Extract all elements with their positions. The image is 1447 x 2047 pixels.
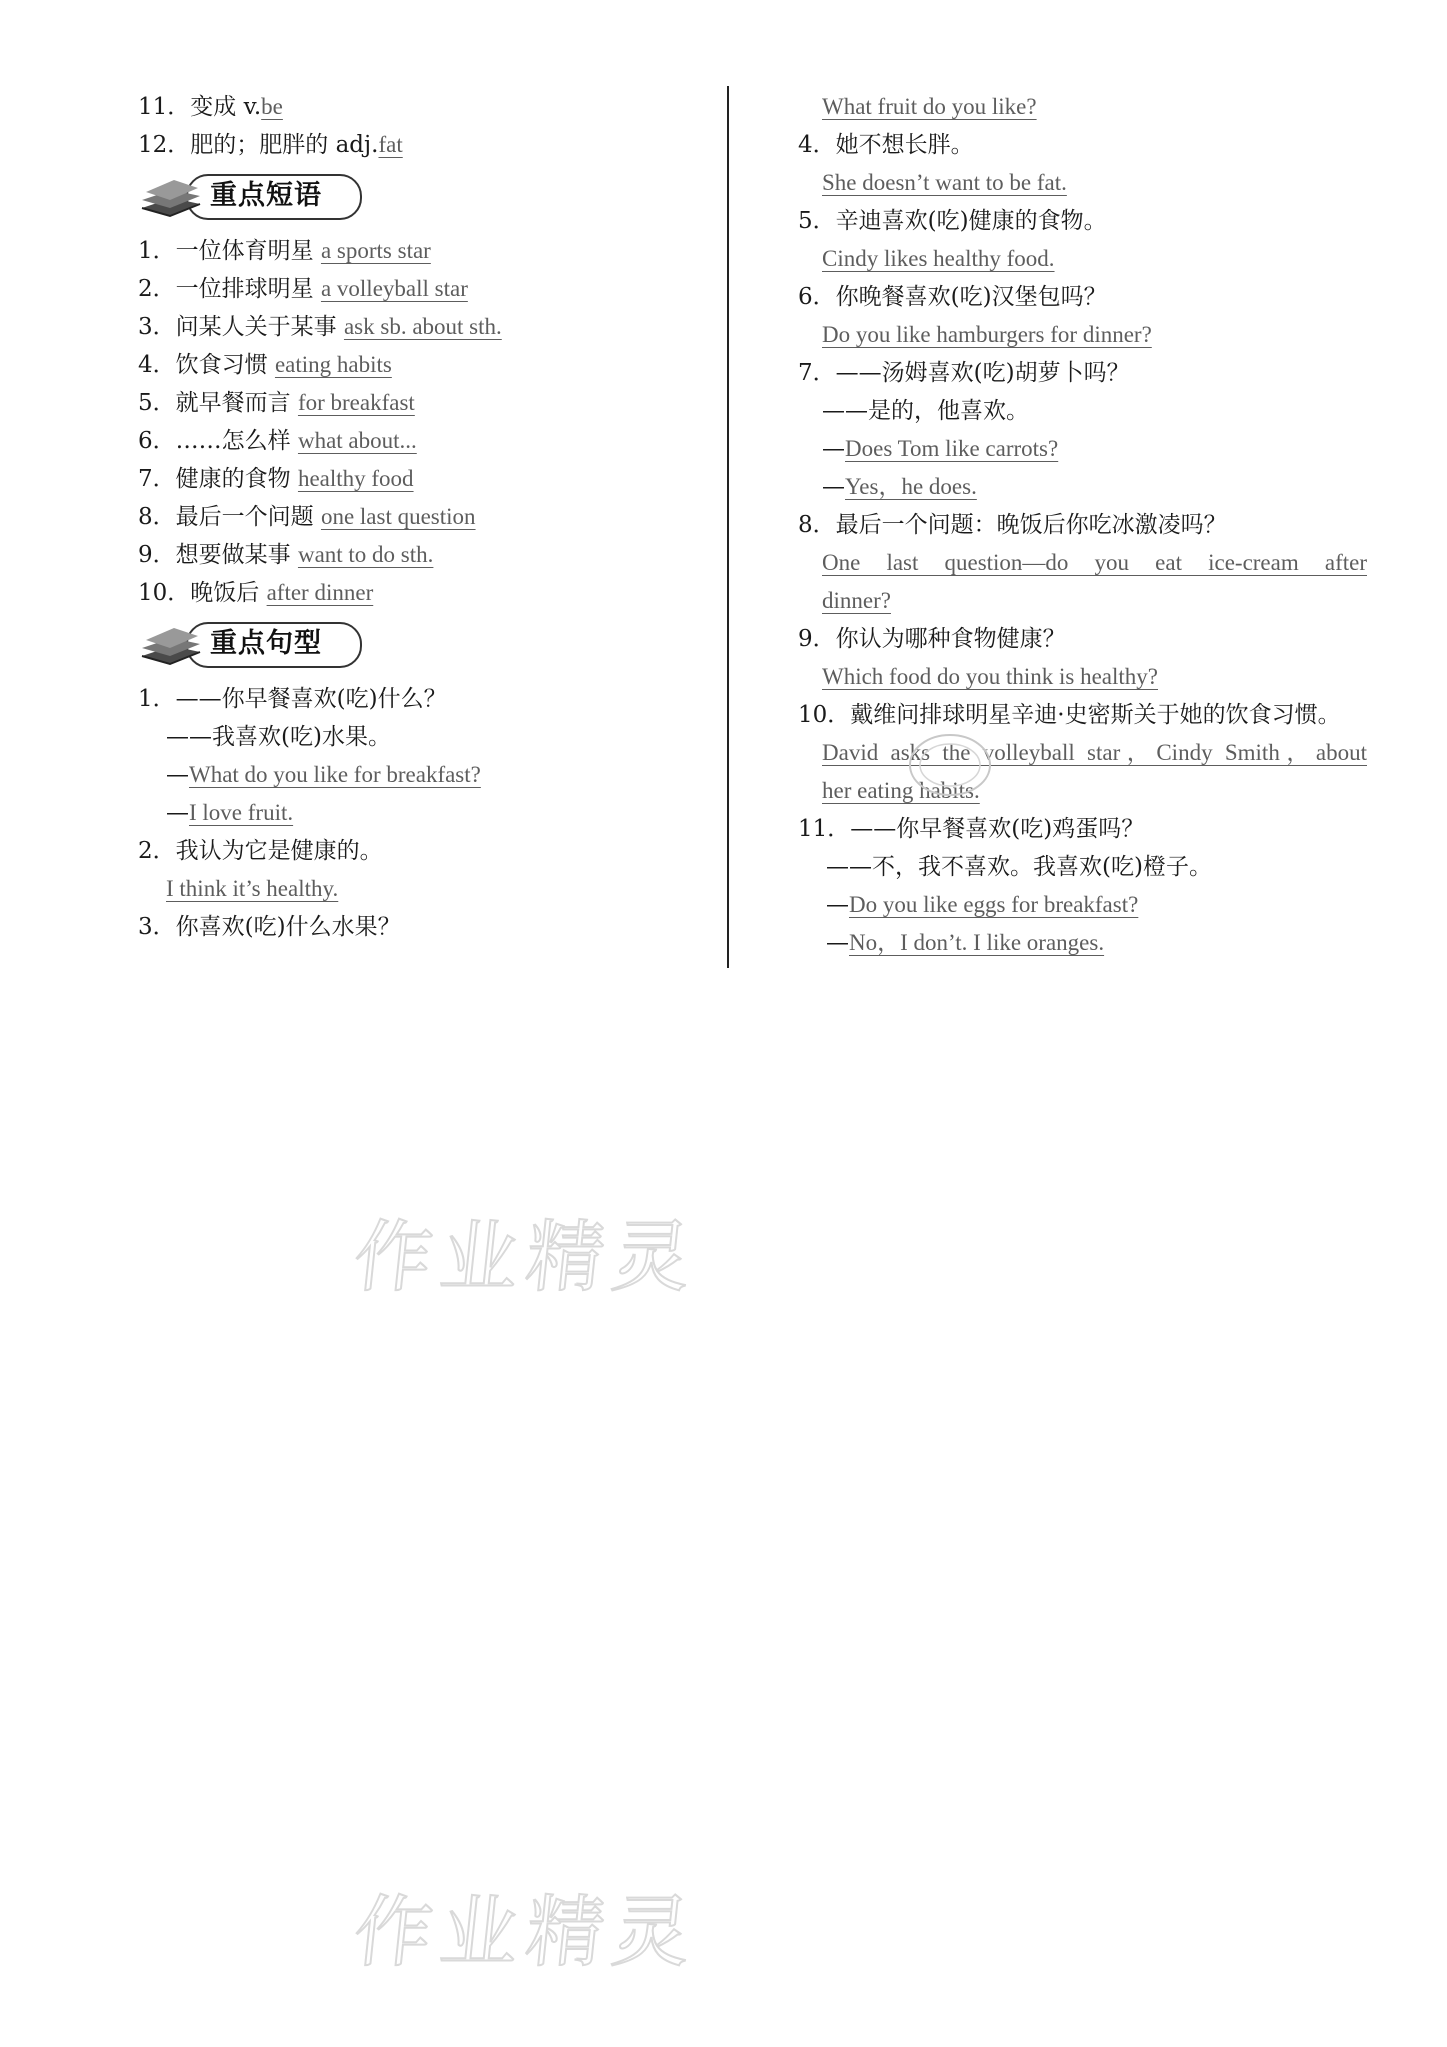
sentence-item-11-answer-a: —Do you like eggs for breakfast? (826, 892, 1139, 918)
stamp-seal (905, 730, 995, 800)
sentence-item-7-question: 7．——汤姆喜欢(吃)胡萝卜吗？ (798, 360, 1130, 386)
phrase-item: 2．一位排球明星 a volleyball star (138, 276, 468, 302)
answer: be (261, 94, 283, 119)
answer: for breakfast (297, 390, 415, 415)
sentence-item-2-question: 2．我认为它是健康的。 (138, 838, 383, 864)
sentence-item-11-answer-b: —No，I don’t. I like oranges. (826, 930, 1105, 956)
answer: I love fruit. (189, 800, 294, 825)
phrase-item: 10．晚饭后 after dinner (138, 580, 374, 606)
sentence-item-6-question: 6．你晚餐喜欢(吃)汉堡包吗？ (798, 284, 1107, 310)
sentence-item-10-answer-b (798, 772, 1378, 810)
watermark: 作业精灵 (349, 1888, 704, 1978)
sentence-item-8-answer-a (798, 544, 1378, 582)
sentence-item-5-answer (798, 240, 1378, 278)
sentence-item-11-question: 11．——你早餐喜欢(吃)鸡蛋吗？ (798, 816, 1145, 842)
books-icon (138, 168, 208, 226)
answer: one last question (320, 504, 476, 529)
sentence-item-7-answer-b: —Yes，he does. (822, 474, 977, 500)
answer: dinner? (822, 588, 891, 613)
sentence-item-2-answer (138, 870, 708, 908)
answer: Yes，he does. (845, 474, 977, 499)
phrase-item: 7．健康的食物 healthy food (138, 466, 414, 492)
answer: ask sb. about sth. (343, 314, 502, 339)
answer: a volleyball star (320, 276, 468, 301)
phrase-item: 1．一位体育明星 a sports star (138, 238, 431, 264)
answer: want to do sth. (297, 542, 434, 567)
answer: I think it’s healthy. (166, 876, 339, 901)
phrase-item: 8．最后一个问题 one last question (138, 504, 476, 530)
phrase-item: 9．想要做某事 want to do sth. (138, 542, 434, 568)
answer: David asks the volleyball star，Cindy Smith，about (822, 740, 1367, 765)
answer: what about... (297, 428, 417, 453)
sentence-item-1-question: 1．——你早餐喜欢(吃)什么？ (138, 686, 447, 712)
vocab-item-12: 12．肥的；肥胖的 adj.fat (138, 132, 403, 158)
sentence-item-10-answer-a (798, 734, 1378, 772)
answer: fat (378, 132, 403, 157)
right-column (798, 88, 1378, 962)
phrase-item: 3．问某人关于某事 ask sb. about sth. (138, 314, 502, 340)
answer: Do you like hamburgers for dinner? (822, 322, 1152, 347)
sentence-item-7-answer-a: —Does Tom like carrots? (822, 436, 1059, 462)
sentences-heading (138, 616, 708, 674)
answer: One last question—do you eat ice-cream after (822, 550, 1367, 575)
sentence-item-10-question: 10．戴维问排球明星辛迪·史密斯关于她的饮食习惯。 (798, 702, 1341, 728)
watermark: 作业精灵 (349, 1213, 704, 1303)
sentence-item-1-reply: ——我喜欢(吃)水果。 (166, 724, 391, 750)
section-title: 重点短语 (210, 180, 322, 211)
sentence-item-4-question: 4．她不想长胖。 (798, 132, 974, 158)
sentence-item-6-answer (798, 316, 1378, 354)
left-column (138, 88, 708, 946)
answer: Does Tom like carrots? (845, 436, 1059, 461)
answer: healthy food (297, 466, 414, 491)
sentence-item-7-reply: ——是的，他喜欢。 (822, 398, 1029, 424)
phrase-item: 4．饮食习惯 eating habits (138, 352, 392, 378)
sentence-item-1-answer-b: —I love fruit. (166, 800, 294, 826)
sentence-item-11-reply: ——不，我不喜欢。我喜欢(吃)橙子。 (826, 854, 1212, 880)
sentence-item-8-answer-b (798, 582, 1378, 620)
sentence-item-4-answer (798, 164, 1378, 202)
books-icon (138, 616, 208, 674)
phrase-item: 6．……怎么样 what about... (138, 428, 417, 454)
answer: Do you like eggs for breakfast? (849, 892, 1139, 917)
answer: No，I don’t. I like oranges. (849, 930, 1105, 955)
answer: What do you like for breakfast? (189, 762, 481, 787)
answer: She doesn’t want to be fat. (822, 170, 1067, 195)
answer: eating habits (274, 352, 392, 377)
vocab-item-11: 11．变成 v.be (138, 94, 283, 120)
phrase-item: 5．就早餐而言 for breakfast (138, 390, 415, 416)
sentence-item-9-question: 9．你认为哪种食物健康？ (798, 626, 1066, 652)
answer: her eating habits. (822, 778, 980, 803)
answer: Which food do you think is healthy? (822, 664, 1158, 689)
column-divider (727, 86, 729, 968)
answer: Cindy likes healthy food. (822, 246, 1055, 271)
section-title: 重点句型 (210, 628, 322, 659)
sentence-item-5-question: 5．辛迪喜欢(吃)健康的食物。 (798, 208, 1107, 234)
answer: What fruit do you like? (822, 94, 1037, 119)
phrases-heading (138, 168, 708, 226)
sentence-item-3-answer (798, 88, 1378, 126)
sentence-item-3-question: 3．你喜欢(吃)什么水果？ (138, 914, 401, 940)
sentence-item-8-question: 8．最后一个问题：晚饭后你吃冰激凌吗？ (798, 512, 1227, 538)
answer: after dinner (266, 580, 374, 605)
sentence-item-9-answer (798, 658, 1378, 696)
answer: a sports star (320, 238, 431, 263)
sentence-item-1-answer-a: —What do you like for breakfast? (166, 762, 481, 788)
